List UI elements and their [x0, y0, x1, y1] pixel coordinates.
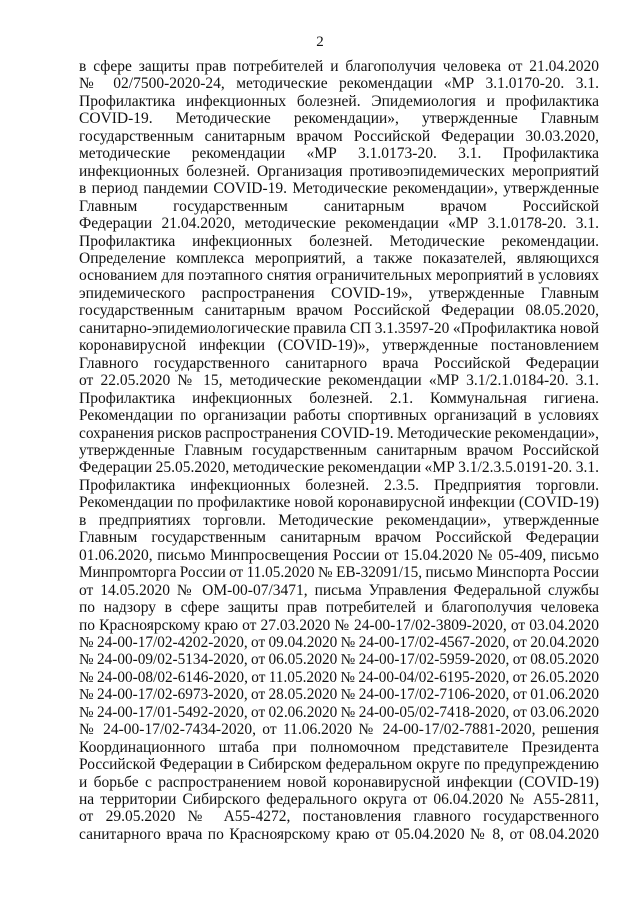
text-line: 01.06.2020, письмо Минпросвещения России от 15.04.2020 № 05-409, письмо [79, 546, 599, 564]
text-line: № 02/7500-2020-24, методические рекомендации «МР 3.1.0170-20. 3.1. [79, 75, 599, 93]
text-line: Профилактика инфекционных болезней. Эпидемиология и профилактика [79, 92, 599, 110]
body-text [79, 58, 599, 843]
text-line: от 14.05.2020 № ОМ-00-07/3471, письма Управления Федеральной службы [79, 581, 599, 599]
text-line: эпидемического распространения COVID-19», утвержденные Главным [79, 284, 599, 302]
text-line: в период пандемии COVID-19. Методические рекомендации», утвержденные [79, 180, 599, 198]
text-line: Главного государственного санитарного врача Российской Федерации [79, 354, 599, 372]
text-line: № 24-00-09/02-5134-2020, от 06.05.2020 № 24-00-17/02-5959-2020, от 08.05.2020 [79, 651, 599, 669]
text-line: инфекционных болезней. Организация противоэпидемических мероприятий [79, 162, 599, 180]
text-line: санитарно-эпидемиологические правила СП 3.1.3597-20 «Профилактика новой [79, 319, 599, 337]
text-line: № 24-00-17/02-4202-2020, от 09.04.2020 № 24-00-17/02-4567-2020, от 20.04.2020 [79, 633, 599, 651]
text-line: по надзору в сфере защиты прав потребителей и благополучия человека [79, 599, 599, 617]
text-line: Главным государственным санитарным врачом Российской Федерации [79, 529, 599, 547]
text-line: от 22.05.2020 № 15, методические рекомендации «МР 3.1/2.1.0184-20. 3.1. [79, 372, 599, 390]
text-line: Федерации 25.05.2020, методические рекомендации «МР 3.1/2.3.5.0191-20. 3.1. [79, 459, 599, 477]
text-line: № 24-00-17/02-7434-2020, от 11.06.2020 № 24-00-17/02-7881-2020, решения [79, 721, 599, 739]
text-line: в предприятиях торговли. Методические рекомендации», утвержденные [79, 511, 599, 529]
text-line: Координационного штаба при полномочном представителе Президента [79, 738, 599, 756]
text-line: Рекомендации по организации работы спортивных организаций в условиях [79, 407, 599, 425]
text-line: по Красноярскому краю от 27.03.2020 № 24-00-17/02-3809-2020, от 03.04.2020 [79, 616, 599, 634]
text-line: Российской Федерации в Сибирском федеральном округе по предупреждению [79, 756, 599, 774]
page-number: 2 [316, 34, 324, 50]
text-line: основанием для поэтапного снятия ограничительных мероприятий в условиях [79, 267, 599, 285]
text-line: методические рекомендации «МР 3.1.0173-20. 3.1. Профилактика [79, 145, 599, 163]
text-line: Определение комплекса мероприятий, а также показателей, являющихся [79, 249, 599, 267]
text-line: санитарного врача по Красноярскому краю от 05.04.2020 № 8, от 08.04.2020 [79, 825, 599, 843]
text-line: № 24-00-17/01-5492-2020, от 02.06.2020 № 24-00-05/02-7418-2020, от 03.06.2020 [79, 703, 599, 721]
text-line: Профилактика инфекционных болезней. Методические рекомендации. [79, 232, 599, 250]
text-line: на территории Сибирского федерального округа от 06.04.2020 № А55-2811, [79, 791, 599, 809]
text-line: и борьбе с распространением новой коронавирусной инфекции (COVID-19) [79, 773, 599, 791]
text-line: государственным санитарным врачом Российской Федерации 30.03.2020, [79, 127, 599, 145]
text-line: от 29.05.2020 № А55-4272, постановления главного государственного [79, 808, 599, 826]
text-line: Профилактика инфекционных болезней. 2.3.5. Предприятия торговли. [79, 476, 599, 494]
text-line: № 24-00-17/02-6973-2020, от 28.05.2020 № 24-00-17/02-7106-2020, от 01.06.2020 [79, 686, 599, 704]
text-line: COVID-19. Методические рекомендации», утвержденные Главным [79, 110, 599, 128]
text-line: Рекомендации по профилактике новой коронавирусной инфекции (COVID-19) [79, 494, 599, 512]
text-line: Профилактика инфекционных болезней. 2.1. Коммунальная гигиена. [79, 389, 599, 407]
text-line: коронавирусной инфекции (COVID-19)», утвержденные постановлением [79, 337, 599, 355]
text-line: Главным государственным санитарным врачом Российской [79, 197, 599, 215]
text-line: в сфере защиты прав потребителей и благополучия человека от 21.04.2020 [79, 58, 599, 75]
text-line: государственным санитарным врачом Российской Федерации 08.05.2020, [79, 302, 599, 320]
text-line: № 24-00-08/02-6146-2020, от 11.05.2020 № 24-00-04/02-6195-2020, от 26.05.2020 [79, 668, 600, 686]
text-line: Минпромторга России от 11.05.2020 № ЕВ-32091/15, письмо Минспорта России [79, 564, 599, 582]
text-line: сохранения рисков распространения COVID-19. Методические рекомендации», [79, 424, 599, 442]
text-line: Федерации 21.04.2020, методические рекомендации «МР 3.1.0178-20. 3.1. [79, 215, 599, 233]
text-line: утвержденные Главным государственным санитарным врачом Российской [79, 441, 599, 459]
